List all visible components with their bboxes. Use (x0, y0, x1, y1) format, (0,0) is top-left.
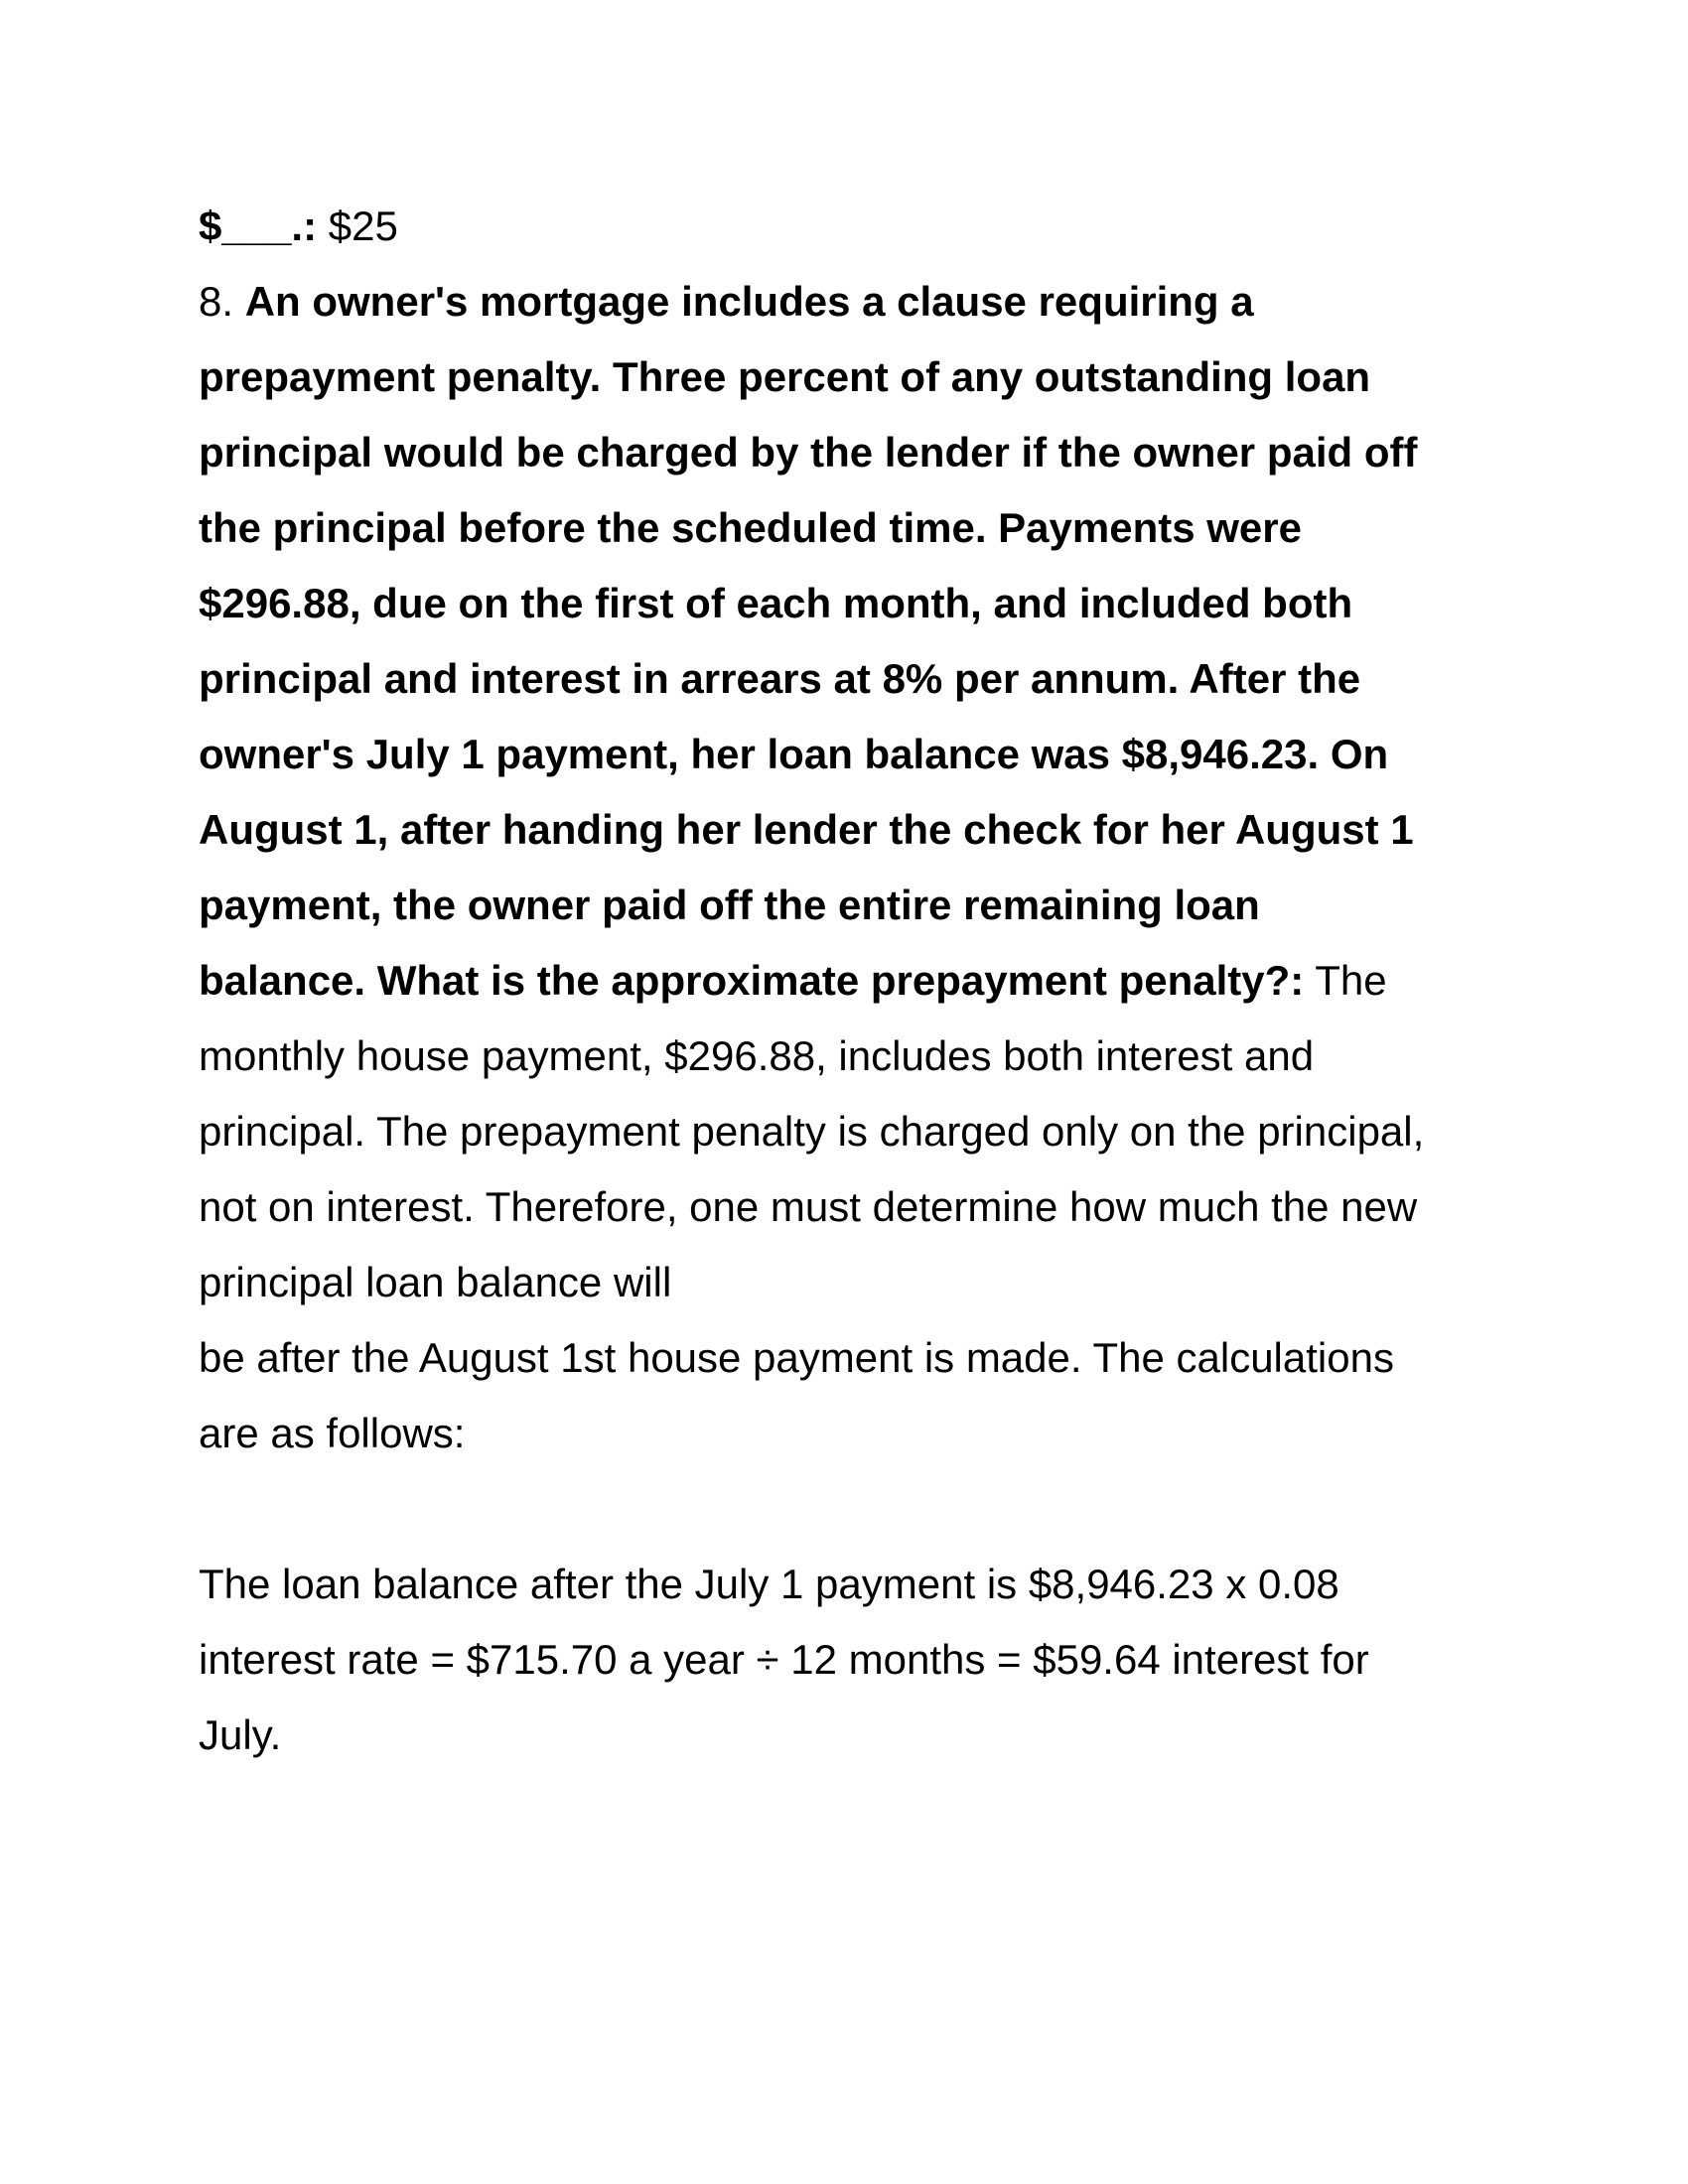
paragraph-spacer (199, 1471, 1509, 1547)
question-number: 8. (199, 278, 234, 325)
answer-line: principal loan balance will (199, 1259, 672, 1305)
calculation-line: interest rate = $715.70 a year ÷ 12 months = $59.64 interest for (199, 1636, 1369, 1683)
question-text-line: prepayment penalty. Three percent of any outstanding loan (199, 353, 1371, 400)
question-prompt: balance. What is the approximate prepayment penalty?: (199, 957, 1305, 1004)
calculation-line: July. (199, 1711, 282, 1758)
question-text-line: principal and interest in arrears at 8% per annum. After the (199, 655, 1361, 702)
answer-line: be after the August 1st house payment is made. The calculations (199, 1334, 1394, 1381)
question-line-1 (199, 264, 1509, 340)
answer-line: not on interest. Therefore, one must determine how much the new (199, 1183, 1418, 1230)
question-text-line: principal would be charged by the lender if the owner paid off (199, 429, 1418, 476)
answer-start: The (1315, 957, 1387, 1004)
question-text-line: the principal before the scheduled time. Payments were (199, 504, 1302, 551)
answer-line: principal. The prepayment penalty is charged only on the principal, (199, 1108, 1425, 1155)
question-text-line: payment, the owner paid off the entire remaining loan (199, 882, 1260, 928)
calculation-line: The loan balance after the July 1 payment is $8,946.23 x 0.08 (199, 1561, 1339, 1607)
previous-answer-value: $25 (328, 203, 398, 249)
question-final-line (199, 943, 1509, 1019)
page-content (199, 189, 1509, 1773)
previous-answer-label: $___.: (199, 203, 318, 249)
question-text-line: $296.88, due on the first of each month, and included both (199, 580, 1353, 626)
previous-answer-line (199, 189, 1509, 264)
question-text-line: August 1, after handing her lender the check for her August 1 (199, 806, 1414, 853)
answer-line: are as follows: (199, 1410, 466, 1456)
question-text-line: An owner's mortgage includes a clause requiring a (244, 278, 1254, 325)
answer-line: monthly house payment, $296.88, includes both interest and (199, 1032, 1315, 1079)
question-text-line: owner's July 1 payment, her loan balance was $8,946.23. On (199, 731, 1389, 777)
